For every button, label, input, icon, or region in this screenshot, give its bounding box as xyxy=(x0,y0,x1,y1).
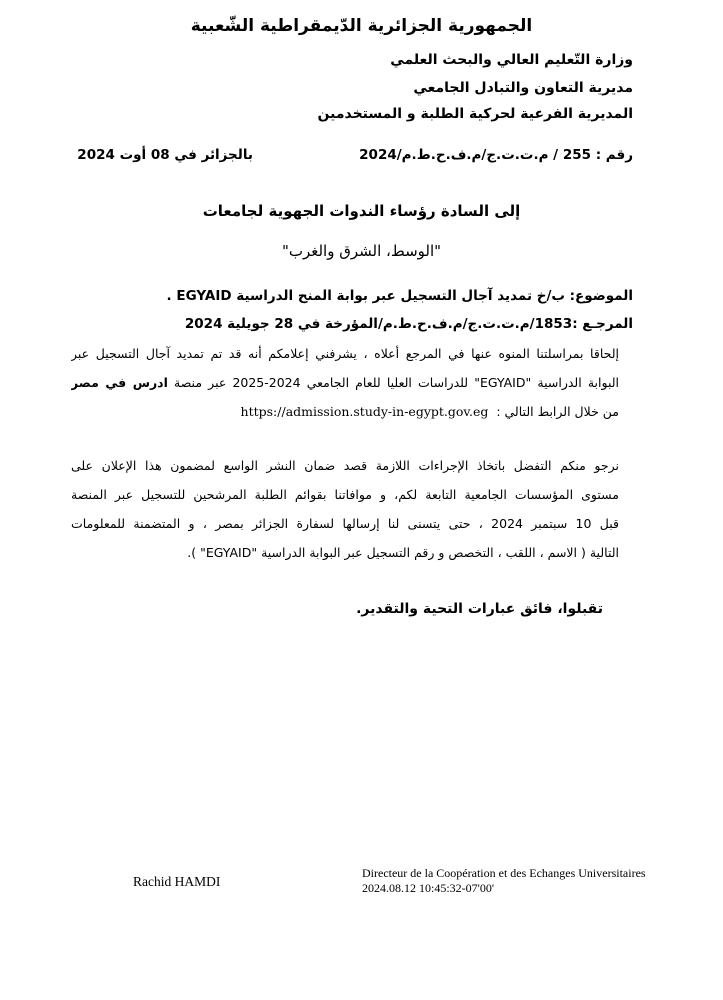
closing-salutation: تقبلوا، فائق عبارات التحية والتقدير. xyxy=(356,601,603,617)
paragraph-text: البوابة الدراسية "EGYAID" للدراسات العليا للعام الجامعي 2024-2025 عبر منصة xyxy=(174,375,619,390)
paragraph-line: التالية ( الاسم ، اللقب ، التخصص و رقم التسجيل عبر البوابة الدراسية "EGYAID" ). xyxy=(187,545,619,560)
subdirectorate-name: المديرية الفرعية لحركية الطلبة و المستخدمين xyxy=(317,106,633,122)
reference-line: المرجـع :1853/م.ت.ت.ج/م.ف.ح.ط.م/المؤرخة في 28 جويلية 2024 xyxy=(184,316,633,332)
paragraph-text: من خلال الرابط التالي : xyxy=(496,404,619,419)
reference-number: رقم : 255 / م.ت.ت.ج/م.ف.ح.ط.م/2024 xyxy=(359,147,633,163)
body-paragraph-2 xyxy=(71,451,619,567)
signature-timestamp: 2024.08.12 10:45:32-07'00' xyxy=(362,881,494,895)
recipient-regions: "الوسط، الشرق والغرب" xyxy=(281,242,442,260)
recipient-line: إلى السادة رؤساء الندوات الجهوية لجامعات xyxy=(202,202,521,220)
paragraph-line: إلحاقا بمراسلتنا المنوه عنها في المرجع أعلاه ، يشرفني إعلامكم أنه قد تم تمديد آجال التسجيل عبر xyxy=(71,346,619,361)
paragraph-line: قبل 10 سبتمبر 2024 ، حتى يتسنى لنا إرسالها لسفارة الجزائر بمصر ، و المتضمنة للمعلومات xyxy=(71,516,619,531)
paragraph-line xyxy=(71,368,619,397)
directorate-name: مديرية التعاون والتبادل الجامعي xyxy=(413,80,633,96)
paragraph-line: مستوى المؤسسات الجامعية التابعة لكم، و موافاتنا بقوائم الطلبة المرشحين للتسجيل عبر المنصة xyxy=(71,487,619,502)
place-date: بالجزائر في 08 أوت 2024 xyxy=(77,147,253,163)
ministry-name: وزارة التّعليم العالي والبحث العلمي xyxy=(390,52,633,68)
platform-name: ادرس في مصر xyxy=(71,375,168,390)
body-paragraph-1 xyxy=(71,339,619,426)
signatory-name: Rachid HAMDI xyxy=(133,874,221,889)
subject-line: الموضوع: ب/خ تمديد آجال التسجيل عبر بوابة المنح الدراسية EGYAID . xyxy=(166,288,633,304)
republic-title: الجمهورية الجزائرية الدّيمقراطية الشّعبية xyxy=(190,16,533,36)
registration-url[interactable]: https://admission.study-in-egypt.gov.eg xyxy=(240,404,489,419)
signatory-title: Directeur de la Coopération et des Echanges Universitaires xyxy=(362,866,646,880)
paragraph-line xyxy=(71,397,619,426)
paragraph-line: نرجو منكم التفضل باتخاذ الإجراءات اللازمة قصد ضمان النشر الواسع لمضمون هذا الإعلان على xyxy=(71,458,619,473)
